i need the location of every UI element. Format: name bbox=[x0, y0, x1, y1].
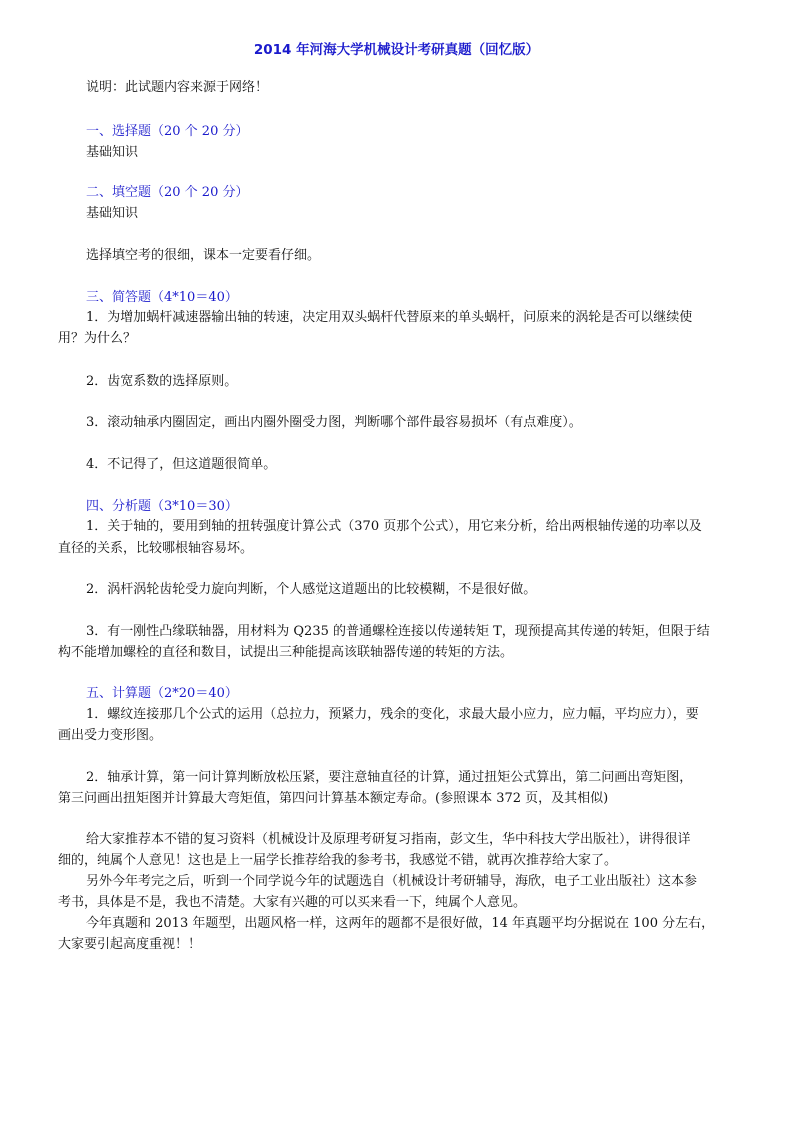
section-heading-short-answer: 三、简答题（4*10＝40） bbox=[86, 290, 238, 305]
question-text: 直径的关系，比较哪根轴容易坏。 bbox=[58, 541, 254, 556]
section-heading-analysis: 四、分析题（3*10＝30） bbox=[86, 499, 238, 514]
page-title: 2014 年河海大学机械设计考研真题（回忆版） bbox=[253, 42, 540, 58]
closing-paragraph: 另外今年考完之后，听到一个同学说今年的试题选自（机械设计考研辅导，海欣，电子工业出版社）这本参 bbox=[86, 874, 698, 889]
question-text: 2．涡杆涡轮齿轮受力旋向判断，个人感觉这道题出的比较模糊，不是很好做。 bbox=[86, 582, 537, 597]
question-text: 1．螺纹连接那几个公式的运用（总拉力，预紧力，残余的变化，求最大最小应力，应力幅，平均应力），要 bbox=[86, 707, 699, 722]
section-heading-choice: 一、选择题（20 个 20 分） bbox=[86, 124, 249, 139]
section-body-choice: 基础知识 bbox=[86, 145, 139, 160]
section-body-fill: 基础知识 bbox=[86, 206, 139, 221]
question-text: 1．为增加蜗杆减速器输出轴的转速，决定用双头蜗杆代替原来的单头蜗杆，问原来的涡轮是否可以继续使 bbox=[86, 310, 693, 325]
closing-paragraph: 今年真题和 2013 年题型，出题风格一样，这两年的题都不是很好做，14 年真题平均分据说在 100 分左右， bbox=[86, 916, 715, 931]
remark-text: 选择填空考的很细，课本一定要看仔细。 bbox=[86, 248, 321, 263]
closing-paragraph: 给大家推荐本不错的复习资料（机械设计及原理考研复习指南，彭文生，华中科技大学出版社），讲得很详 bbox=[86, 832, 691, 847]
question-text: 构不能增加螺栓的直径和数目，试提出三种能提高该联轴器传递的转矩的方法。 bbox=[58, 645, 514, 660]
question-text: 第三问画出扭矩图并计算最大弯矩值，第四问计算基本额定寿命。(参照课本 372 页，及其相似) bbox=[58, 791, 609, 806]
question-text: 3．有一刚性凸缘联轴器，用材料为 Q235 的普通螺栓连接以传递转矩 T，现预提高其传递的转矩，但限于结 bbox=[86, 624, 710, 639]
section-heading-calculation: 五、计算题（2*20＝40） bbox=[86, 686, 238, 701]
closing-paragraph: 考书，具体是不是，我也不清楚。大家有兴趣的可以买来看一下，纯属个人意见。 bbox=[58, 895, 527, 910]
source-note: 说明：此试题内容来源于网络！ bbox=[86, 80, 269, 95]
question-text: 2．轴承计算，第一问计算判断放松压紧，要注意轴直径的计算，通过扭矩公式算出，第二问画出弯矩图， bbox=[86, 770, 693, 785]
closing-paragraph: 大家要引起高度重视！！ bbox=[58, 937, 202, 952]
question-text: 1．关于轴的，要用到轴的扭转强度计算公式（370 页那个公式），用它来分析，给出两根轴传递的功率以及 bbox=[86, 519, 702, 534]
closing-paragraph: 细的，纯属个人意见！这也是上一届学长推荐给我的参考书，我感觉不错，就再次推荐给大家了。 bbox=[58, 853, 618, 868]
question-text: 3．滚动轴承内圈固定，画出内圈外圈受力图，判断哪个部件最容易损坏（有点难度）。 bbox=[86, 415, 582, 430]
question-text: 4．不记得了，但这道题很简单。 bbox=[86, 457, 277, 472]
question-text: 2．齿宽系数的选择原则。 bbox=[86, 374, 238, 389]
question-text: 用？为什么？ bbox=[58, 331, 137, 346]
section-heading-fill: 二、填空题（20 个 20 分） bbox=[86, 185, 249, 200]
question-text: 画出受力变形图。 bbox=[58, 728, 163, 743]
